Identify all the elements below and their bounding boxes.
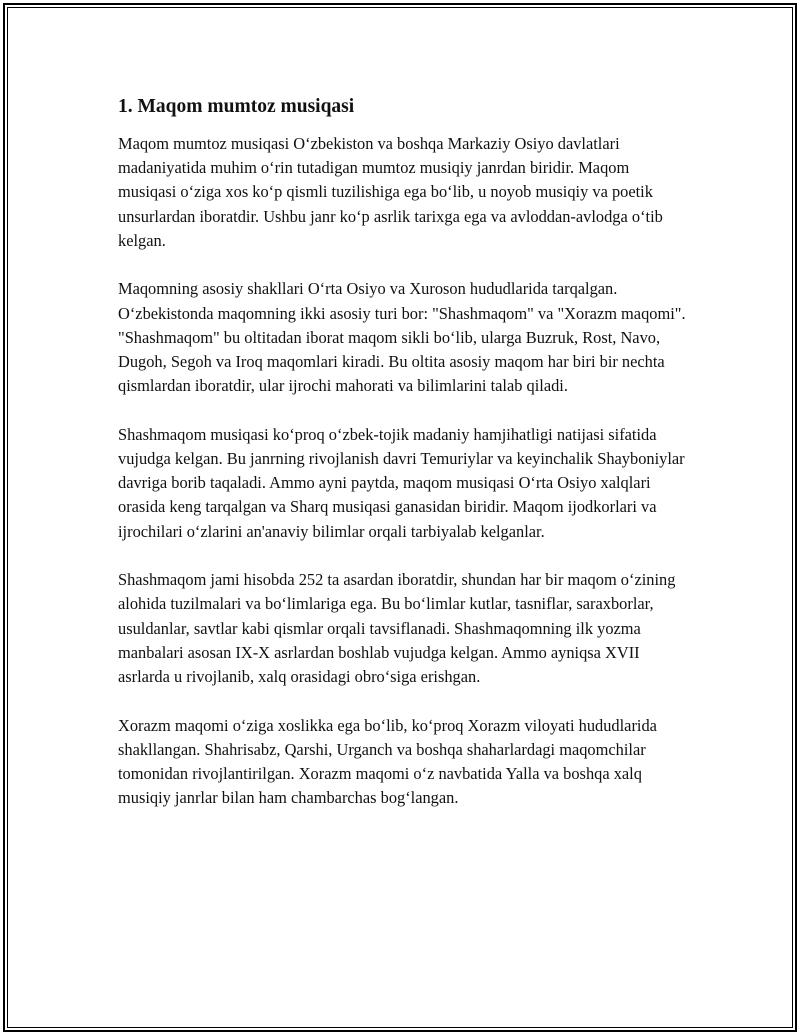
paragraph-4: Shashmaqom jami hisobda 252 ta asardan iboratdir, shundan har bir maqom o‘zining alohida tuzilmalari va bo‘limlariga ega. Bu bo‘limlar kutlar, tasniflar, saraxborlar, usuldanlar, savtlar kabi qismlar orqali tavsiflanadi. Shashmaqomning ilk yozma manbalari asosan IX-X asrlardan boshlab vujudga kelgan. Ammo ayniqsa XVII asrlarda u rivojlanib, xalq orasidagi obro‘siga erishgan.	[118, 570, 676, 687]
paragraph-5: Xorazm maqomi o‘ziga xoslikka ega bo‘lib, ko‘proq Xorazm viloyati hududlarida shakllangan. Shahrisabz, Qarshi, Urganch va boshqa shaharlardagi maqomchilar tomonidan rivojlantirilgan. Xorazm maqomi o‘z navbatida Yalla va boshqa xalq musiqiy janrlar bilan ham chambarchas bog‘langan.	[118, 715, 657, 808]
section-heading: 1. Maqom mumtoz musiqasi	[118, 96, 355, 117]
paragraph-2: Maqomning asosiy shakllari O‘rta Osiyo va Xuroson hududlarida tarqalgan. O‘zbekistonda maqomning ikki asosiy turi bor: "Shashmaqom" va "Xorazm maqomi". "Shashmaqom" bu oltitadan iborat maqom sikli bo‘lib, ularga Buzruk, Rost, Navo, Dugoh, Segoh va Iroq maqomlari kiradi. Bu oltita asosiy maqom har biri bir nechta qismlardan iboratdir, ular ijrochi mahorati va bilimlarini talab qiladi.	[118, 279, 686, 396]
document-body	[118, 92, 688, 835]
paragraph-3: Shashmaqom musiqasi ko‘proq o‘zbek-tojik madaniy hamjihatligi natijasi sifatida vujudga kelgan. Bu janrning rivojlanish davri Temuriylar va keyinchalik Shayboniylar davriga borib taqaladi. Ammo ayni paytda, maqom musiqasi O‘rta Osiyo xalqlari orasida keng tarqalgan va Sharq musiqasi ganasidan biridir. Maqom ijodkorlari va ijrochilari o‘zlarini an'anaviy bilimlar orqali tarbiyalab kelganlar.	[118, 424, 685, 541]
paragraph-1: Maqom mumtoz musiqasi O‘zbekiston va boshqa Markaziy Osiyo davlatlari madaniyatida muhim o‘rin tutadigan mumtoz musiqiy janrdan biridir. Maqom musiqasi o‘ziga xos ko‘p qismli tuzilishiga ega bo‘lib, u noyob musiqiy va poetik unsurlardan iboratdir. Ushbu janr ko‘p asrlik tarixga ega va avloddan-avlodga o‘tib kelgan.	[118, 134, 663, 250]
